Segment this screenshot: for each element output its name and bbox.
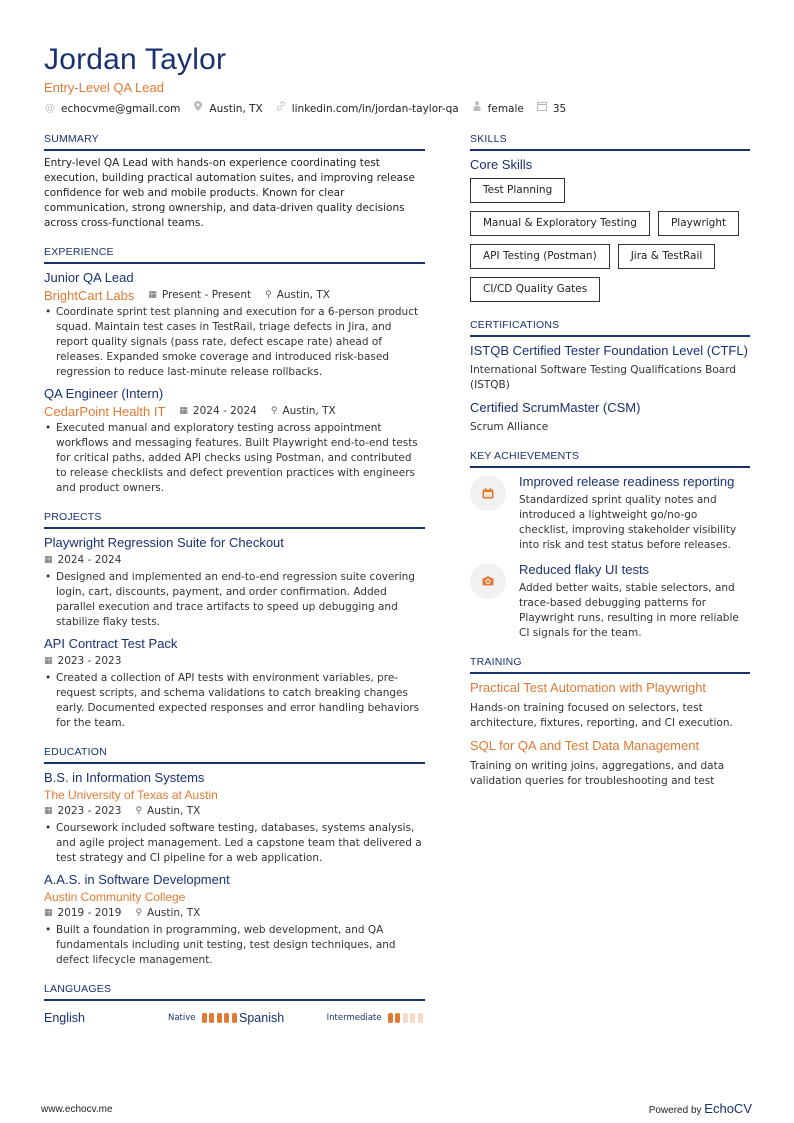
education-entry [44, 769, 425, 866]
experience-entry [44, 385, 425, 496]
powered-by-label: Powered by [648, 1105, 702, 1116]
language-item [44, 1011, 239, 1025]
summary-text: Entry-level QA Lead with hands-on experience coordinating test execution, building practical automation suites, and improving release confidence for web and mobile products. Known for clear communication, strong ownership, and data-driven quality decisions across cross-functional teams. [44, 157, 415, 229]
candidate-role: Entry-Level QA Lead [44, 80, 164, 95]
job-title: Junior QA Lead [44, 270, 134, 285]
skills-section [470, 132, 750, 310]
brand-name: EchoCV [704, 1101, 752, 1116]
footer-powered-by[interactable] [649, 1101, 752, 1116]
project-meta [44, 552, 425, 569]
job-bullet: • Coordinate sprint test planning and execution for a 6-person product squad. Maintain test cases in TestRail, triage defects in Jira, and report quality signals (pass rate, defect escape rate) ahead of releases. Expanded smoke coverage and introduced risk-based regression to reduce last-minute release rollbacks. [45, 306, 419, 378]
achievement-desc: Standardized sprint quality notes and introduced a lightweight go/no-go checklist, improving stakeholder visibility into risk and test status before releases. [519, 494, 737, 551]
degree-name: A.A.S. in Software Development [44, 872, 230, 887]
achievement-title: Reduced flaky UI tests [519, 562, 650, 577]
calendar-icon: ▦ [44, 908, 53, 918]
language-rating [388, 1013, 426, 1023]
project-bullet: • Created a collection of API tests with environment variables, pre-request scripts, and schema validations to catch breaking changes early. Documented expected responses and error handling behaviors for the team. [45, 672, 420, 729]
rating-pip-empty [418, 1013, 423, 1023]
section-title: EDUCATION [44, 745, 425, 764]
link-icon [275, 101, 287, 117]
language-level: Intermediate [326, 1013, 382, 1023]
location-pin-icon: ⚲ [265, 290, 272, 300]
contact-age: 35 [536, 101, 566, 117]
school-name: The University of Texas at Austin [44, 788, 218, 802]
section-title: CERTIFICATIONS [470, 318, 750, 337]
education-entry [44, 871, 425, 968]
summary-section [44, 132, 425, 231]
achievements-section [470, 449, 750, 641]
bullet-dot: • [45, 822, 52, 834]
section-title: SUMMARY [44, 132, 425, 151]
project-entry [44, 635, 425, 731]
achievement-item [470, 473, 750, 553]
calendar-chart-icon [470, 475, 506, 511]
achievement-body [519, 473, 750, 553]
certifications-section [470, 318, 750, 435]
job-title: QA Engineer (Intern) [44, 386, 164, 401]
experience-entry [44, 269, 425, 380]
achievement-title: Improved release readiness reporting [519, 474, 735, 489]
education-section [44, 745, 425, 968]
language-name: English [44, 1011, 85, 1025]
person-icon [471, 101, 483, 117]
rating-pip-filled [232, 1013, 237, 1023]
section-title: SKILLS [470, 132, 750, 151]
section-title: PROJECTS [44, 510, 425, 529]
calendar-icon [536, 101, 548, 117]
languages-section [44, 982, 425, 1030]
bullet-dot: • [45, 571, 52, 583]
project-dates: ▦ 2023 - 2023 [44, 653, 121, 670]
rating-pip-filled [395, 1013, 400, 1023]
achievement-desc: Added better waits, stable selectors, and trace-based debugging patterns for Playwright runs, resulting in more reliable CI signals for the team. [519, 582, 739, 639]
rating-pip-filled [388, 1013, 393, 1023]
skill-chip: Manual & Exploratory Testing [470, 211, 650, 236]
location-pin-icon: ⚲ [270, 406, 278, 416]
bullet-dot: • [45, 422, 52, 434]
contact-gender: female [471, 101, 524, 117]
rating-pip-filled [209, 1013, 214, 1023]
education-dates: ▦ 2019 - 2019 [44, 905, 121, 922]
rating-pip-empty [403, 1013, 408, 1023]
project-bullet: • Designed and implemented an end-to-end regression suite covering login, cart, discounts, payment, and order confirmation. Added parallel execution and trace artifacts to speed up debugging and stabilize flaky tests. [45, 571, 415, 628]
language-level: Native [167, 1013, 196, 1023]
job-meta [44, 403, 425, 420]
certification-issuer: International Software Testing Qualifications Board (ISTQB) [470, 364, 737, 391]
section-title: EXPERIENCE [44, 245, 425, 264]
rating-pip-filled [224, 1013, 229, 1023]
degree-name: B.S. in Information Systems [44, 770, 205, 785]
skill-chip: CI/CD Quality Gates [470, 277, 600, 302]
at-icon: @ [45, 103, 55, 114]
skill-chip: Playwright [658, 211, 739, 236]
footer-website-link[interactable]: www.echocv.me [41, 1104, 113, 1115]
resume-header [44, 42, 764, 117]
project-entry [44, 534, 425, 630]
certification-name: ISTQB Certified Tester Foundation Level (CTFL) [470, 343, 748, 358]
training-desc: Hands-on training focused on selectors, test architecture, fixtures, reporting, and CI execution. [470, 702, 733, 729]
education-location: ⚲ Austin, TX [135, 803, 200, 820]
job-location: ⚲ Austin, TX [265, 287, 330, 304]
project-name: API Contract Test Pack [44, 636, 178, 651]
job-dates: ▦ 2024 - 2024 [179, 403, 256, 420]
language-name: Spanish [239, 1011, 285, 1025]
education-meta [44, 905, 425, 922]
achievement-body [519, 561, 750, 641]
education-bullet: • Built a foundation in programming, web development, and QA fundamentals including unit testing, test design techniques, and defect lifecycle management. [45, 924, 396, 966]
project-meta [44, 653, 425, 670]
skills-group-title: Core Skills [470, 157, 533, 172]
language-rating [202, 1013, 240, 1023]
section-title: TRAINING [470, 655, 750, 674]
job-dates: ▦ Present - Present [148, 287, 251, 304]
education-dates: ▦ 2023 - 2023 [44, 803, 121, 820]
contact-row [44, 101, 764, 117]
right-column [470, 132, 750, 803]
left-column [44, 132, 425, 1044]
calendar-icon: ▦ [44, 656, 53, 666]
company-name: CedarPoint Health IT [44, 404, 166, 419]
training-name: Practical Test Automation with Playwright [470, 680, 707, 695]
language-item [239, 1011, 425, 1025]
candidate-name: Jordan Taylor [44, 43, 227, 76]
education-meta [44, 803, 425, 820]
project-dates: ▦ 2024 - 2024 [44, 552, 121, 569]
calendar-icon: ▦ [44, 806, 53, 816]
location-pin-icon: ⚲ [135, 908, 143, 918]
skill-chips [470, 178, 750, 310]
contact-email[interactable]: @ echocvme@gmail.com [45, 103, 181, 115]
skill-chip: API Testing (Postman) [470, 244, 610, 269]
job-location: ⚲ Austin, TX [271, 403, 336, 420]
contact-location: Austin, TX [192, 101, 262, 117]
certification-name: Certified ScrumMaster (CSM) [470, 400, 641, 415]
camera-icon [470, 563, 506, 599]
training-name: SQL for QA and Test Data Management [470, 738, 700, 753]
languages-row [44, 1006, 425, 1030]
education-location: ⚲ Austin, TX [135, 905, 200, 922]
skill-chip: Test Planning [470, 178, 565, 203]
project-name: Playwright Regression Suite for Checkout [44, 535, 284, 550]
training-section [470, 655, 750, 789]
rating-pip-filled [217, 1013, 222, 1023]
calendar-icon: ▦ [179, 406, 188, 416]
job-meta [44, 287, 425, 304]
location-pin-icon [192, 101, 204, 117]
school-name: Austin Community College [44, 890, 186, 904]
job-bullet: • Executed manual and exploratory testing across appointment workflows and messaging features. Built Playwright end-to-end tests for critical paths, added API checks using Postman, and contributed to release checklists and defect prevention practices with engineers and product owners. [45, 422, 418, 494]
training-desc: Training on writing joins, aggregations, and data validation queries for troubleshooting and test [470, 760, 725, 787]
rating-pip-empty [410, 1013, 415, 1023]
calendar-icon: ▦ [148, 290, 157, 300]
location-pin-icon: ⚲ [135, 806, 143, 816]
company-name: BrightCart Labs [44, 288, 135, 303]
skill-chip: Jira & TestRail [618, 244, 716, 269]
experience-section [44, 245, 425, 496]
section-title: LANGUAGES [44, 982, 425, 1001]
calendar-icon: ▦ [44, 555, 53, 565]
projects-section [44, 510, 425, 731]
section-title: KEY ACHIEVEMENTS [470, 449, 750, 468]
bullet-dot: • [45, 924, 52, 936]
bullet-dot: • [45, 306, 52, 318]
achievement-item [470, 561, 750, 641]
certification-issuer: Scrum Alliance [470, 421, 549, 433]
bullet-dot: • [45, 672, 52, 684]
contact-linkedin[interactable]: linkedin.com/in/jordan-taylor-qa [275, 101, 459, 117]
education-bullet: • Coursework included software testing, databases, systems analysis, and agile project management. Led a capstone team that delivered a test strategy and CI pipeline for a web application. [45, 822, 422, 864]
rating-pip-filled [202, 1013, 207, 1023]
